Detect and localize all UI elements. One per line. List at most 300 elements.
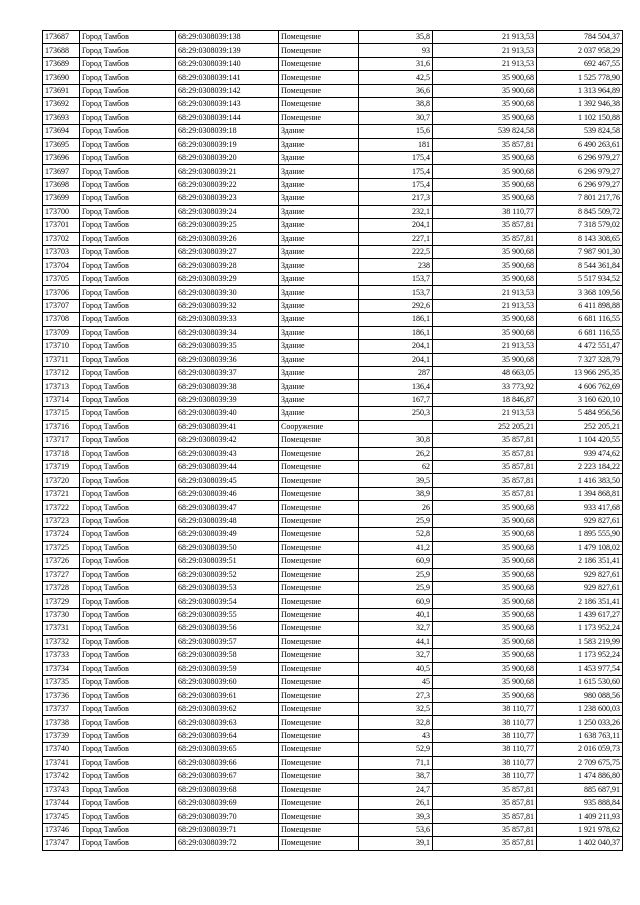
cadastral-number-cell: 68:29:0308039:69 (176, 796, 279, 809)
city-cell: Город Тамбов (80, 434, 176, 447)
table-row (43, 31, 623, 44)
object-type-cell: Помещение (279, 71, 359, 84)
area-cell: 39,3 (359, 810, 433, 823)
cadastral-number-cell: 68:29:0308039:32 (176, 299, 279, 312)
specific-value-cell: 35 900,68 (433, 581, 537, 594)
area-cell: 30,8 (359, 434, 433, 447)
cadastral-number-cell: 68:29:0308039:41 (176, 420, 279, 433)
cadastral-value-cell: 2 223 184,22 (537, 461, 623, 474)
specific-value-cell: 35 900,68 (433, 313, 537, 326)
object-type-cell: Помещение (279, 729, 359, 742)
object-type-cell: Помещение (279, 837, 359, 850)
table-row (43, 219, 623, 232)
row-number-cell: 173717 (43, 434, 80, 447)
cadastral-number-cell: 68:29:0308039:29 (176, 272, 279, 285)
cadastral-value-cell: 1 453 977,54 (537, 662, 623, 675)
table-row (43, 299, 623, 312)
table-row (43, 702, 623, 715)
specific-value-cell: 35 857,81 (433, 823, 537, 836)
cadastral-value-cell: 13 966 295,35 (537, 366, 623, 379)
specific-value-cell: 35 900,68 (433, 689, 537, 702)
object-type-cell: Помещение (279, 716, 359, 729)
cadastral-number-cell: 68:29:0308039:27 (176, 246, 279, 259)
cadastral-number-cell: 68:29:0308039:24 (176, 205, 279, 218)
object-type-cell: Помещение (279, 434, 359, 447)
row-number-cell: 173738 (43, 716, 80, 729)
row-number-cell: 173692 (43, 98, 80, 111)
specific-value-cell: 38 110,77 (433, 756, 537, 769)
cadastral-value-cell: 1 615 530,60 (537, 676, 623, 689)
specific-value-cell: 35 900,68 (433, 555, 537, 568)
specific-value-cell: 35 900,68 (433, 151, 537, 164)
area-cell: 250,3 (359, 407, 433, 420)
cadastral-number-cell: 68:29:0308039:50 (176, 541, 279, 554)
object-type-cell: Помещение (279, 461, 359, 474)
cadastral-number-cell: 68:29:0308039:58 (176, 649, 279, 662)
cadastral-value-cell: 1 104 420,55 (537, 434, 623, 447)
specific-value-cell: 38 110,77 (433, 743, 537, 756)
row-number-cell: 173693 (43, 111, 80, 124)
row-number-cell: 173719 (43, 461, 80, 474)
cadastral-number-cell: 68:29:0308039:30 (176, 286, 279, 299)
row-number-cell: 173740 (43, 743, 80, 756)
city-cell: Город Тамбов (80, 71, 176, 84)
row-number-cell: 173746 (43, 823, 80, 836)
object-type-cell: Помещение (279, 555, 359, 568)
cadastral-value-cell: 1 238 600,03 (537, 702, 623, 715)
city-cell: Город Тамбов (80, 729, 176, 742)
cadastral-value-cell: 6 296 979,27 (537, 178, 623, 191)
table-row (43, 729, 623, 742)
object-type-cell: Здание (279, 205, 359, 218)
specific-value-cell: 35 900,68 (433, 111, 537, 124)
table-row (43, 340, 623, 353)
row-number-cell: 173714 (43, 393, 80, 406)
object-type-cell: Помещение (279, 568, 359, 581)
specific-value-cell: 21 913,53 (433, 31, 537, 44)
city-cell: Город Тамбов (80, 111, 176, 124)
cadastral-value-cell: 1 638 763,11 (537, 729, 623, 742)
specific-value-cell: 35 857,81 (433, 837, 537, 850)
area-cell: 52,9 (359, 743, 433, 756)
city-cell: Город Тамбов (80, 393, 176, 406)
cadastral-number-cell: 68:29:0308039:26 (176, 232, 279, 245)
object-type-cell: Помещение (279, 608, 359, 621)
area-cell: 24,7 (359, 783, 433, 796)
table-row (43, 125, 623, 138)
city-cell: Город Тамбов (80, 528, 176, 541)
cadastral-number-cell: 68:29:0308039:21 (176, 165, 279, 178)
city-cell: Город Тамбов (80, 689, 176, 702)
city-cell: Город Тамбов (80, 57, 176, 70)
object-type-cell: Помещение (279, 743, 359, 756)
cadastral-number-cell: 68:29:0308039:57 (176, 635, 279, 648)
table-row (43, 259, 623, 272)
specific-value-cell: 35 900,68 (433, 635, 537, 648)
table-row (43, 501, 623, 514)
city-cell: Город Тамбов (80, 138, 176, 151)
city-cell: Город Тамбов (80, 259, 176, 272)
object-type-cell: Помещение (279, 474, 359, 487)
specific-value-cell: 35 857,81 (433, 434, 537, 447)
cadastral-number-cell: 68:29:0308039:39 (176, 393, 279, 406)
object-type-cell: Здание (279, 286, 359, 299)
row-number-cell: 173737 (43, 702, 80, 715)
cadastral-number-cell: 68:29:0308039:62 (176, 702, 279, 715)
area-cell: 175,4 (359, 165, 433, 178)
row-number-cell: 173726 (43, 555, 80, 568)
row-number-cell: 173696 (43, 151, 80, 164)
object-type-cell: Помещение (279, 528, 359, 541)
object-type-cell: Помещение (279, 581, 359, 594)
area-cell: 238 (359, 259, 433, 272)
area-cell: 26,2 (359, 447, 433, 460)
object-type-cell: Помещение (279, 622, 359, 635)
cadastral-value-cell: 5 517 934,52 (537, 272, 623, 285)
table-row (43, 608, 623, 621)
table-row (43, 246, 623, 259)
city-cell: Город Тамбов (80, 407, 176, 420)
cadastral-value-cell: 1 409 211,93 (537, 810, 623, 823)
cadastral-value-cell: 1 439 617,27 (537, 608, 623, 621)
object-type-cell: Здание (279, 165, 359, 178)
area-cell: 153,7 (359, 272, 433, 285)
specific-value-cell: 35 900,68 (433, 178, 537, 191)
cadastral-number-cell: 68:29:0308039:42 (176, 434, 279, 447)
city-cell: Город Тамбов (80, 474, 176, 487)
table-row (43, 837, 623, 850)
table-row (43, 393, 623, 406)
specific-value-cell: 35 900,68 (433, 246, 537, 259)
cadastral-number-cell: 68:29:0308039:25 (176, 219, 279, 232)
table-row (43, 487, 623, 500)
cadastral-number-cell: 68:29:0308039:19 (176, 138, 279, 151)
object-type-cell: Помещение (279, 84, 359, 97)
table-row (43, 823, 623, 836)
area-cell: 41,2 (359, 541, 433, 554)
specific-value-cell: 33 773,92 (433, 380, 537, 393)
area-cell: 222,5 (359, 246, 433, 259)
specific-value-cell: 35 857,81 (433, 232, 537, 245)
specific-value-cell: 35 900,68 (433, 676, 537, 689)
city-cell: Город Тамбов (80, 205, 176, 218)
city-cell: Город Тамбов (80, 165, 176, 178)
row-number-cell: 173703 (43, 246, 80, 259)
area-cell: 167,7 (359, 393, 433, 406)
area-cell: 44,1 (359, 635, 433, 648)
cadastral-value-cell: 1 895 555,90 (537, 528, 623, 541)
cadastral-value-cell: 1 525 778,90 (537, 71, 623, 84)
row-number-cell: 173742 (43, 770, 80, 783)
city-cell: Город Тамбов (80, 823, 176, 836)
cadastral-number-cell: 68:29:0308039:46 (176, 487, 279, 500)
cadastral-value-cell: 4 472 551,47 (537, 340, 623, 353)
specific-value-cell: 35 857,81 (433, 219, 537, 232)
object-type-cell: Помещение (279, 595, 359, 608)
row-number-cell: 173733 (43, 649, 80, 662)
row-number-cell: 173695 (43, 138, 80, 151)
cadastral-number-cell: 68:29:0308039:140 (176, 57, 279, 70)
area-cell: 40,1 (359, 608, 433, 621)
cadastral-value-cell: 929 827,61 (537, 514, 623, 527)
row-number-cell: 173699 (43, 192, 80, 205)
specific-value-cell: 35 857,81 (433, 783, 537, 796)
area-cell: 153,7 (359, 286, 433, 299)
row-number-cell: 173732 (43, 635, 80, 648)
object-type-cell: Помещение (279, 676, 359, 689)
object-type-cell: Здание (279, 353, 359, 366)
table-row (43, 555, 623, 568)
object-type-cell: Помещение (279, 702, 359, 715)
specific-value-cell: 48 663,05 (433, 366, 537, 379)
specific-value-cell: 35 900,68 (433, 662, 537, 675)
specific-value-cell: 35 900,68 (433, 608, 537, 621)
area-cell: 40,5 (359, 662, 433, 675)
cadastral-value-cell: 1 313 964,89 (537, 84, 623, 97)
row-number-cell: 173724 (43, 528, 80, 541)
cadastral-value-cell: 1 416 383,50 (537, 474, 623, 487)
specific-value-cell: 21 913,53 (433, 407, 537, 420)
area-cell: 32,8 (359, 716, 433, 729)
area-cell: 32,7 (359, 622, 433, 635)
table-row (43, 44, 623, 57)
table-row (43, 205, 623, 218)
row-number-cell: 173747 (43, 837, 80, 850)
table-row (43, 71, 623, 84)
row-number-cell: 173705 (43, 272, 80, 285)
specific-value-cell: 35 857,81 (433, 447, 537, 460)
table-row (43, 353, 623, 366)
area-cell: 30,7 (359, 111, 433, 124)
city-cell: Город Тамбов (80, 232, 176, 245)
city-cell: Город Тамбов (80, 340, 176, 353)
cadastral-number-cell: 68:29:0308039:141 (176, 71, 279, 84)
cadastral-value-cell: 1 394 868,81 (537, 487, 623, 500)
object-type-cell: Помещение (279, 98, 359, 111)
object-type-cell: Помещение (279, 689, 359, 702)
city-cell: Город Тамбов (80, 178, 176, 191)
cadastral-value-cell: 3 160 620,10 (537, 393, 623, 406)
cadastral-value-cell: 1 583 219,99 (537, 635, 623, 648)
table-row (43, 649, 623, 662)
cadastral-number-cell: 68:29:0308039:68 (176, 783, 279, 796)
specific-value-cell: 35 900,68 (433, 272, 537, 285)
cadastral-number-cell: 68:29:0308039:54 (176, 595, 279, 608)
cadastral-value-cell: 8 143 308,65 (537, 232, 623, 245)
object-type-cell: Помещение (279, 44, 359, 57)
city-cell: Город Тамбов (80, 151, 176, 164)
area-cell (359, 420, 433, 433)
specific-value-cell: 35 900,68 (433, 98, 537, 111)
cadastral-number-cell: 68:29:0308039:52 (176, 568, 279, 581)
city-cell: Город Тамбов (80, 581, 176, 594)
specific-value-cell: 35 857,81 (433, 461, 537, 474)
area-cell: 181 (359, 138, 433, 151)
row-number-cell: 173744 (43, 796, 80, 809)
table-row (43, 380, 623, 393)
area-cell: 42,5 (359, 71, 433, 84)
row-number-cell: 173700 (43, 205, 80, 218)
cadastral-number-cell: 68:29:0308039:22 (176, 178, 279, 191)
specific-value-cell: 252 205,21 (433, 420, 537, 433)
cadastral-value-cell: 6 411 898,88 (537, 299, 623, 312)
table-row (43, 57, 623, 70)
row-number-cell: 173731 (43, 622, 80, 635)
cadastral-value-cell: 929 827,61 (537, 581, 623, 594)
cadastral-value-table (42, 30, 623, 851)
specific-value-cell: 38 110,77 (433, 702, 537, 715)
city-cell: Город Тамбов (80, 219, 176, 232)
area-cell: 53,6 (359, 823, 433, 836)
row-number-cell: 173687 (43, 31, 80, 44)
area-cell: 38,8 (359, 98, 433, 111)
table-row (43, 313, 623, 326)
table-row (43, 743, 623, 756)
city-cell: Город Тамбов (80, 622, 176, 635)
specific-value-cell: 38 110,77 (433, 729, 537, 742)
object-type-cell: Помещение (279, 111, 359, 124)
cadastral-value-cell: 1 474 886,80 (537, 770, 623, 783)
area-cell: 217,3 (359, 192, 433, 205)
cadastral-value-cell: 2 709 675,75 (537, 756, 623, 769)
table-row (43, 514, 623, 527)
area-cell: 186,1 (359, 313, 433, 326)
specific-value-cell: 18 846,87 (433, 393, 537, 406)
object-type-cell: Здание (279, 299, 359, 312)
row-number-cell: 173730 (43, 608, 80, 621)
cadastral-number-cell: 68:29:0308039:53 (176, 581, 279, 594)
row-number-cell: 173701 (43, 219, 80, 232)
row-number-cell: 173735 (43, 676, 80, 689)
row-number-cell: 173708 (43, 313, 80, 326)
object-type-cell: Помещение (279, 783, 359, 796)
area-cell: 52,8 (359, 528, 433, 541)
area-cell: 31,6 (359, 57, 433, 70)
area-cell: 32,7 (359, 649, 433, 662)
row-number-cell: 173704 (43, 259, 80, 272)
specific-value-cell: 35 857,81 (433, 487, 537, 500)
table-row (43, 407, 623, 420)
table-row (43, 111, 623, 124)
cadastral-value-cell: 1 392 946,38 (537, 98, 623, 111)
cadastral-number-cell: 68:29:0308039:47 (176, 501, 279, 514)
city-cell: Город Тамбов (80, 44, 176, 57)
cadastral-value-cell: 252 205,21 (537, 420, 623, 433)
object-type-cell: Здание (279, 151, 359, 164)
city-cell: Город Тамбов (80, 31, 176, 44)
row-number-cell: 173718 (43, 447, 80, 460)
table-row (43, 796, 623, 809)
row-number-cell: 173716 (43, 420, 80, 433)
table-row (43, 272, 623, 285)
cadastral-value-cell: 2 186 351,41 (537, 555, 623, 568)
city-cell: Город Тамбов (80, 783, 176, 796)
city-cell: Город Тамбов (80, 743, 176, 756)
object-type-cell: Здание (279, 340, 359, 353)
cadastral-value-cell: 929 827,61 (537, 568, 623, 581)
row-number-cell: 173743 (43, 783, 80, 796)
cadastral-number-cell: 68:29:0308039:20 (176, 151, 279, 164)
cadastral-number-cell: 68:29:0308039:18 (176, 125, 279, 138)
table-row (43, 810, 623, 823)
city-cell: Город Тамбов (80, 649, 176, 662)
specific-value-cell: 35 900,68 (433, 595, 537, 608)
table-row (43, 232, 623, 245)
cadastral-number-cell: 68:29:0308039:61 (176, 689, 279, 702)
specific-value-cell: 539 824,58 (433, 125, 537, 138)
row-number-cell: 173734 (43, 662, 80, 675)
city-cell: Город Тамбов (80, 420, 176, 433)
area-cell: 36,6 (359, 84, 433, 97)
row-number-cell: 173713 (43, 380, 80, 393)
row-number-cell: 173720 (43, 474, 80, 487)
table-row (43, 447, 623, 460)
area-cell: 35,8 (359, 31, 433, 44)
table-row (43, 581, 623, 594)
object-type-cell: Сооружение (279, 420, 359, 433)
table-row (43, 770, 623, 783)
row-number-cell: 173725 (43, 541, 80, 554)
city-cell: Город Тамбов (80, 286, 176, 299)
table-row (43, 689, 623, 702)
specific-value-cell: 35 900,68 (433, 541, 537, 554)
object-type-cell: Здание (279, 393, 359, 406)
object-type-cell: Помещение (279, 57, 359, 70)
city-cell: Город Тамбов (80, 662, 176, 675)
table-row (43, 434, 623, 447)
row-number-cell: 173721 (43, 487, 80, 500)
area-cell: 227,1 (359, 232, 433, 245)
specific-value-cell: 35 900,68 (433, 353, 537, 366)
object-type-cell: Здание (279, 407, 359, 420)
row-number-cell: 173722 (43, 501, 80, 514)
cadastral-value-cell: 784 504,37 (537, 31, 623, 44)
cadastral-number-cell: 68:29:0308039:64 (176, 729, 279, 742)
cadastral-value-cell: 1 402 040,37 (537, 837, 623, 850)
row-number-cell: 173702 (43, 232, 80, 245)
city-cell: Город Тамбов (80, 716, 176, 729)
city-cell: Город Тамбов (80, 770, 176, 783)
object-type-cell: Помещение (279, 635, 359, 648)
area-cell: 204,1 (359, 219, 433, 232)
table-row (43, 676, 623, 689)
city-cell: Город Тамбов (80, 676, 176, 689)
object-type-cell: Здание (279, 232, 359, 245)
table-row (43, 756, 623, 769)
area-cell: 38,7 (359, 770, 433, 783)
city-cell: Город Тамбов (80, 353, 176, 366)
object-type-cell: Помещение (279, 541, 359, 554)
specific-value-cell: 38 110,77 (433, 716, 537, 729)
cadastral-value-cell: 2 186 351,41 (537, 595, 623, 608)
cadastral-number-cell: 68:29:0308039:144 (176, 111, 279, 124)
object-type-cell: Здание (279, 192, 359, 205)
city-cell: Город Тамбов (80, 98, 176, 111)
cadastral-number-cell: 68:29:0308039:43 (176, 447, 279, 460)
city-cell: Город Тамбов (80, 541, 176, 554)
city-cell: Город Тамбов (80, 702, 176, 715)
cadastral-number-cell: 68:29:0308039:23 (176, 192, 279, 205)
area-cell: 292,6 (359, 299, 433, 312)
cadastral-number-cell: 68:29:0308039:40 (176, 407, 279, 420)
row-number-cell: 173745 (43, 810, 80, 823)
object-type-cell: Помещение (279, 756, 359, 769)
cadastral-value-cell: 2 037 958,29 (537, 44, 623, 57)
cadastral-value-cell: 7 987 901,30 (537, 246, 623, 259)
object-type-cell: Помещение (279, 501, 359, 514)
row-number-cell: 173690 (43, 71, 80, 84)
city-cell: Город Тамбов (80, 487, 176, 500)
